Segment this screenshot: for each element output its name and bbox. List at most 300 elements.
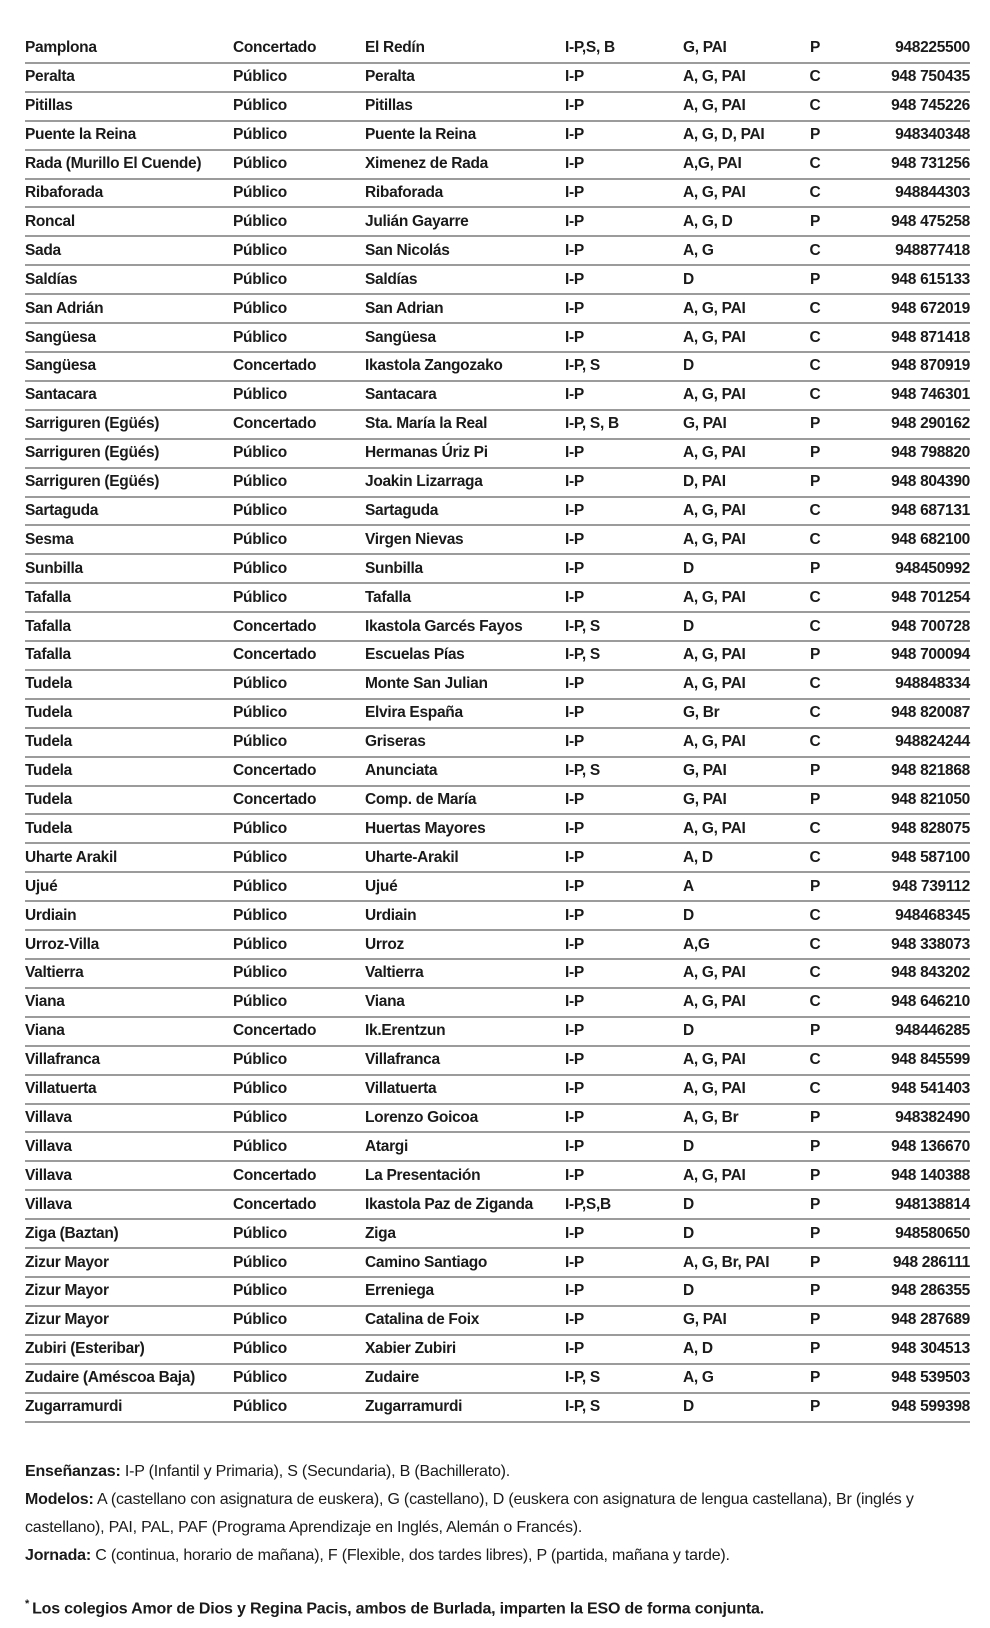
models-cell: A, G, PAI: [683, 386, 746, 404]
town-cell: Urdiain: [25, 906, 77, 924]
town-cell: Roncal: [25, 212, 75, 230]
table-row: [25, 1220, 970, 1249]
models-cell: D: [683, 1224, 694, 1242]
school-type-cell: Público: [233, 1080, 287, 1098]
school-type-cell: Concertado: [233, 39, 317, 57]
phone-cell: 948 871418: [891, 328, 970, 346]
models-cell: A, G, PAI: [683, 1080, 746, 1098]
models-cell: A, G, Br, PAI: [683, 1253, 770, 1271]
jornada-cell: C: [809, 588, 821, 606]
school-type-cell: Público: [233, 386, 287, 404]
school-name-cell: Camino Santiago: [365, 1253, 488, 1271]
school-name-cell: Puente la Reina: [365, 126, 476, 144]
school-name-cell: San Nicolás: [365, 241, 450, 259]
phone-cell: 948138814: [895, 1195, 970, 1213]
models-cell: A, G, PAI: [683, 97, 746, 115]
table-row: [25, 93, 970, 122]
legend-jornada: [25, 1542, 970, 1570]
school-name-cell: Ik.Erentzun: [365, 1022, 446, 1040]
levels-cell: I-P: [565, 1282, 584, 1300]
schools-table: [25, 35, 970, 1423]
levels-cell: I-P: [565, 212, 584, 230]
town-cell: Tafalla: [25, 588, 71, 606]
town-cell: Zizur Mayor: [25, 1311, 109, 1329]
table-row: [25, 555, 970, 584]
school-type-cell: Público: [233, 704, 287, 722]
school-type-cell: Público: [233, 588, 287, 606]
school-type-cell: Concertado: [233, 762, 317, 780]
phone-cell: 948450992: [895, 559, 970, 577]
jornada-cell: P: [809, 444, 821, 462]
phone-cell: 948 287689: [891, 1311, 970, 1329]
school-name-cell: Peralta: [365, 68, 415, 86]
jornada-cell: C: [809, 1051, 821, 1069]
levels-cell: I-P: [565, 1340, 584, 1358]
levels-cell: I-P: [565, 848, 584, 866]
models-cell: G, PAI: [683, 1311, 727, 1329]
models-cell: A, G, PAI: [683, 444, 746, 462]
table-row: [25, 1105, 970, 1134]
school-name-cell: Viana: [365, 993, 405, 1011]
jornada-cell: C: [809, 733, 821, 751]
models-cell: D: [683, 357, 694, 375]
town-cell: Puente la Reina: [25, 126, 136, 144]
phone-cell: 948 700094: [891, 646, 970, 664]
town-cell: Sangüesa: [25, 357, 96, 375]
school-name-cell: Urdiain: [365, 906, 417, 924]
levels-cell: I-P: [565, 1166, 584, 1184]
table-row: [25, 642, 970, 671]
school-name-cell: Elvira España: [365, 704, 463, 722]
town-cell: Tudela: [25, 791, 73, 809]
phone-cell: 948 745226: [891, 97, 970, 115]
table-row: [25, 411, 970, 440]
phone-cell: 948 750435: [891, 68, 970, 86]
school-type-cell: Concertado: [233, 617, 317, 635]
levels-cell: I-P: [565, 328, 584, 346]
table-row: [25, 1018, 970, 1047]
table-row: [25, 266, 970, 295]
levels-cell: I-P: [565, 993, 584, 1011]
jornada-cell: P: [809, 1398, 821, 1416]
legend-modelos: [25, 1486, 970, 1542]
table-row: [25, 700, 970, 729]
footnote-asterisk: *: [25, 1598, 30, 1610]
phone-cell: 948 136670: [891, 1137, 970, 1155]
town-cell: Pamplona: [25, 39, 97, 57]
school-name-cell: Villatuerta: [365, 1080, 437, 1098]
phone-cell: 948 682100: [891, 530, 970, 548]
models-cell: A, G, PAI: [683, 675, 746, 693]
levels-cell: I-P: [565, 473, 584, 491]
table-row: [25, 180, 970, 209]
phone-cell: 948 821050: [891, 791, 970, 809]
school-type-cell: Público: [233, 270, 287, 288]
jornada-cell: P: [809, 126, 821, 144]
jornada-cell: C: [809, 155, 821, 173]
jornada-cell: P: [809, 646, 821, 664]
town-cell: Sartaguda: [25, 501, 99, 519]
school-type-cell: Público: [233, 1051, 287, 1069]
levels-cell: I-P: [565, 877, 584, 895]
models-cell: A: [683, 877, 694, 895]
school-type-cell: Público: [233, 733, 287, 751]
jornada-cell: C: [809, 183, 821, 201]
levels-cell: I-P: [565, 1080, 584, 1098]
jornada-cell: P: [809, 1166, 821, 1184]
phone-cell: 948 304513: [891, 1340, 970, 1358]
school-name-cell: Valtierra: [365, 964, 424, 982]
town-cell: Tafalla: [25, 646, 71, 664]
school-type-cell: Público: [233, 241, 287, 259]
jornada-cell: P: [809, 212, 821, 230]
town-cell: Tudela: [25, 733, 73, 751]
school-name-cell: Monte San Julian: [365, 675, 488, 693]
town-cell: Tafalla: [25, 617, 71, 635]
phone-cell: 948 739112: [891, 877, 970, 895]
table-row: [25, 1278, 970, 1307]
levels-cell: I-P, S: [565, 646, 600, 664]
phone-cell: 948848334: [895, 675, 970, 693]
table-row: [25, 35, 970, 64]
table-row: [25, 498, 970, 527]
levels-cell: I-P: [565, 183, 584, 201]
school-type-cell: Público: [233, 877, 287, 895]
phone-cell: 948 646210: [891, 993, 970, 1011]
school-type-cell: Concertado: [233, 1166, 317, 1184]
levels-cell: I-P: [565, 588, 584, 606]
school-name-cell: Ikastola Paz de Ziganda: [365, 1195, 533, 1213]
school-name-cell: San Adrian: [365, 299, 444, 317]
town-cell: Urroz-Villa: [25, 935, 99, 953]
models-cell: D: [683, 1137, 694, 1155]
models-cell: G, PAI: [683, 415, 727, 433]
town-cell: Zudaire (Améscoa Baja): [25, 1369, 195, 1387]
conjunta-footnote-text: Los colegios Amor de Dios y Regina Pacis, ambos de Burlada, imparten la ESO de forma conjunta.: [32, 1600, 764, 1618]
school-name-cell: Anunciata: [365, 762, 438, 780]
town-cell: Sunbilla: [25, 559, 83, 577]
models-cell: D: [683, 1022, 694, 1040]
town-cell: Rada (Murillo El Cuende): [25, 155, 202, 173]
school-type-cell: Público: [233, 444, 287, 462]
models-cell: A, G, PAI: [683, 299, 746, 317]
phone-cell: 948382490: [895, 1108, 970, 1126]
town-cell: Sesma: [25, 530, 74, 548]
phone-cell: 948 475258: [891, 212, 970, 230]
school-name-cell: Santacara: [365, 386, 437, 404]
models-cell: A, G, PAI: [683, 183, 746, 201]
town-cell: Zizur Mayor: [25, 1253, 109, 1271]
town-cell: Uharte Arakil: [25, 848, 118, 866]
school-name-cell: Zudaire: [365, 1369, 419, 1387]
models-cell: A, G, PAI: [683, 68, 746, 86]
school-name-cell: Sartaguda: [365, 501, 439, 519]
jornada-cell: P: [809, 415, 821, 433]
school-name-cell: Julián Gayarre: [365, 212, 469, 230]
models-cell: D: [683, 1398, 694, 1416]
levels-cell: I-P: [565, 501, 584, 519]
school-type-cell: Público: [233, 1253, 287, 1271]
models-cell: A, G, PAI: [683, 588, 746, 606]
phone-cell: 948 701254: [891, 588, 970, 606]
phone-cell: 948 828075: [891, 819, 970, 837]
levels-cell: I-P: [565, 1253, 584, 1271]
town-cell: Sarriguren (Egüés): [25, 444, 160, 462]
levels-cell: I-P: [565, 126, 584, 144]
table-row: [25, 237, 970, 266]
levels-cell: I-P: [565, 241, 584, 259]
town-cell: Pitillas: [25, 97, 73, 115]
phone-cell: 948 615133: [891, 270, 970, 288]
table-row: [25, 931, 970, 960]
jornada-cell: C: [809, 848, 821, 866]
jornada-cell: C: [809, 68, 821, 86]
legend-ensenanzas-label: Enseñanzas:: [25, 1463, 121, 1480]
school-name-cell: Sta. María la Real: [365, 415, 488, 433]
phone-cell: 948 290162: [891, 415, 970, 433]
phone-cell: 948 731256: [891, 155, 970, 173]
school-type-cell: Concertado: [233, 357, 317, 375]
town-cell: San Adrián: [25, 299, 104, 317]
phone-cell: 948 286355: [891, 1282, 970, 1300]
town-cell: Tudela: [25, 704, 73, 722]
phone-cell: 948 845599: [891, 1051, 970, 1069]
levels-cell: I-P: [565, 906, 584, 924]
levels-cell: I-P: [565, 1108, 584, 1126]
levels-cell: I-P, S, B: [565, 415, 619, 433]
school-type-cell: Público: [233, 1340, 287, 1358]
table-row: [25, 873, 970, 902]
levels-cell: I-P: [565, 791, 584, 809]
levels-cell: I-P, S: [565, 762, 600, 780]
phone-cell: 948 870919: [891, 357, 970, 375]
levels-cell: I-P, S: [565, 1369, 600, 1387]
jornada-cell: C: [809, 501, 821, 519]
school-name-cell: Villafranca: [365, 1051, 440, 1069]
levels-cell: I-P,S, B: [565, 39, 615, 57]
jornada-cell: P: [809, 1253, 821, 1271]
school-type-cell: Público: [233, 935, 287, 953]
phone-cell: 948 541403: [891, 1080, 970, 1098]
town-cell: Sada: [25, 241, 61, 259]
school-type-cell: Público: [233, 183, 287, 201]
school-name-cell: Pitillas: [365, 97, 413, 115]
school-name-cell: Sunbilla: [365, 559, 423, 577]
school-name-cell: Uharte-Arakil: [365, 848, 459, 866]
school-name-cell: Sangüesa: [365, 328, 436, 346]
school-type-cell: Concertado: [233, 646, 317, 664]
table-row: [25, 671, 970, 700]
school-type-cell: Público: [233, 559, 287, 577]
jornada-cell: C: [809, 993, 821, 1011]
table-row: [25, 1365, 970, 1394]
school-type-cell: Público: [233, 993, 287, 1011]
town-cell: Sarriguren (Egüés): [25, 473, 160, 491]
phone-cell: 948 140388: [891, 1166, 970, 1184]
phone-cell: 948 700728: [891, 617, 970, 635]
jornada-cell: P: [809, 877, 821, 895]
phone-cell: 948 843202: [891, 964, 970, 982]
models-cell: A, D: [683, 1340, 713, 1358]
school-type-cell: Público: [233, 501, 287, 519]
phone-cell: 948 804390: [891, 473, 970, 491]
town-cell: Sangüesa: [25, 328, 96, 346]
school-type-cell: Público: [233, 1108, 287, 1126]
phone-cell: 948580650: [895, 1224, 970, 1242]
jornada-cell: P: [809, 270, 821, 288]
jornada-cell: P: [809, 1369, 821, 1387]
school-type-cell: Público: [233, 1398, 287, 1416]
models-cell: D: [683, 1195, 694, 1213]
school-name-cell: Ribaforada: [365, 183, 443, 201]
jornada-cell: C: [809, 617, 821, 635]
school-name-cell: Urroz: [365, 935, 404, 953]
jornada-cell: P: [809, 791, 821, 809]
levels-cell: I-P: [565, 559, 584, 577]
models-cell: A, G, D: [683, 212, 733, 230]
town-cell: Ribaforada: [25, 183, 103, 201]
school-type-cell: Público: [233, 299, 287, 317]
models-cell: D: [683, 559, 694, 577]
table-row: [25, 353, 970, 382]
school-type-cell: Concertado: [233, 415, 317, 433]
table-row: [25, 382, 970, 411]
models-cell: A, G, PAI: [683, 1166, 746, 1184]
phone-cell: 948 798820: [891, 444, 970, 462]
town-cell: Valtierra: [25, 964, 84, 982]
school-type-cell: Público: [233, 530, 287, 548]
legend-modelos-label: Modelos:: [25, 1491, 94, 1508]
models-cell: G, Br: [683, 704, 720, 722]
phone-cell: 948 672019: [891, 299, 970, 317]
jornada-cell: P: [809, 39, 821, 57]
town-cell: Ziga (Baztan): [25, 1224, 119, 1242]
table-row: [25, 815, 970, 844]
table-row: [25, 787, 970, 816]
jornada-cell: C: [809, 906, 821, 924]
town-cell: Villava: [25, 1108, 72, 1126]
school-name-cell: Ujué: [365, 877, 398, 895]
table-row: [25, 729, 970, 758]
models-cell: G, PAI: [683, 39, 727, 57]
levels-cell: I-P: [565, 97, 584, 115]
school-type-cell: Público: [233, 68, 287, 86]
levels-cell: I-P, S: [565, 1398, 600, 1416]
models-cell: A, G, PAI: [683, 501, 746, 519]
levels-cell: I-P: [565, 935, 584, 953]
phone-cell: 948 746301: [891, 386, 970, 404]
table-row: [25, 1133, 970, 1162]
school-name-cell: Joakin Lizarraga: [365, 473, 483, 491]
table-row: [25, 1047, 970, 1076]
school-name-cell: Tafalla: [365, 588, 411, 606]
table-row: [25, 844, 970, 873]
models-cell: A, G, Br: [683, 1108, 739, 1126]
table-row: [25, 208, 970, 237]
town-cell: Peralta: [25, 68, 75, 86]
legend-modelos-text: A (castellano con asignatura de euskera), G (castellano), D (euskera con asignatura de lengua castellana), Br (inglés y castellano), PAI, PAL, PAF (Programa Aprendizaje en Inglés, Alemán o Francés).: [25, 1491, 914, 1536]
jornada-cell: C: [809, 386, 821, 404]
table-row: [25, 989, 970, 1018]
school-type-cell: Público: [233, 126, 287, 144]
table-row: [25, 122, 970, 151]
school-name-cell: Zugarramurdi: [365, 1398, 463, 1416]
jornada-cell: C: [809, 530, 821, 548]
models-cell: D: [683, 617, 694, 635]
phone-cell: 948 286111: [892, 1253, 970, 1271]
school-name-cell: Xabier Zubiri: [365, 1340, 456, 1358]
school-name-cell: Ximenez de Rada: [365, 155, 488, 173]
town-cell: Sarriguren (Egüés): [25, 415, 160, 433]
school-name-cell: El Redín: [365, 39, 425, 57]
levels-cell: I-P: [565, 1137, 584, 1155]
school-type-cell: Concertado: [233, 1195, 317, 1213]
levels-cell: I-P: [565, 704, 584, 722]
school-name-cell: Atargi: [365, 1137, 408, 1155]
models-cell: A,G: [683, 935, 710, 953]
table-row: [25, 1336, 970, 1365]
phone-cell: 948340348: [895, 126, 970, 144]
school-type-cell: Público: [233, 473, 287, 491]
levels-cell: I-P, S: [565, 357, 600, 375]
legend-jornada-text: C (continua, horario de mañana), F (Flexible, dos tardes libres), P (partida, mañana y tarde).: [95, 1547, 730, 1564]
school-name-cell: Griseras: [365, 733, 426, 751]
jornada-cell: P: [809, 762, 821, 780]
table-row: [25, 440, 970, 469]
phone-cell: 948 687131: [891, 501, 970, 519]
school-type-cell: Público: [233, 1369, 287, 1387]
models-cell: A, G, PAI: [683, 993, 746, 1011]
school-type-cell: Público: [233, 212, 287, 230]
phone-cell: 948446285: [895, 1022, 970, 1040]
phone-cell: 948 820087: [891, 704, 970, 722]
school-name-cell: Escuelas Pías: [365, 646, 465, 664]
school-type-cell: Público: [233, 906, 287, 924]
legend-ensenanzas: [25, 1458, 970, 1486]
school-type-cell: Público: [233, 675, 287, 693]
levels-cell: I-P: [565, 270, 584, 288]
levels-cell: I-P: [565, 675, 584, 693]
levels-cell: I-P: [565, 819, 584, 837]
jornada-cell: P: [809, 559, 821, 577]
legend-block: [25, 1458, 970, 1570]
town-cell: Villafranca: [25, 1051, 100, 1069]
jornada-cell: C: [809, 675, 821, 693]
school-name-cell: Comp. de María: [365, 791, 477, 809]
table-row: [25, 1249, 970, 1278]
conjunta-footnote: [25, 1598, 970, 1618]
school-type-cell: Concertado: [233, 791, 317, 809]
table-row: [25, 295, 970, 324]
jornada-cell: C: [809, 357, 821, 375]
table-row: [25, 64, 970, 93]
jornada-cell: C: [809, 97, 821, 115]
levels-cell: I-P: [565, 68, 584, 86]
table-row: [25, 613, 970, 642]
phone-cell: 948824244: [895, 733, 970, 751]
levels-cell: I-P: [565, 733, 584, 751]
jornada-cell: P: [809, 1340, 821, 1358]
models-cell: A, G: [683, 241, 714, 259]
school-type-cell: Público: [233, 328, 287, 346]
jornada-cell: C: [809, 819, 821, 837]
school-type-cell: Público: [233, 1311, 287, 1329]
models-cell: D, PAI: [683, 473, 726, 491]
levels-cell: I-P: [565, 1311, 584, 1329]
town-cell: Viana: [25, 1022, 65, 1040]
models-cell: D: [683, 906, 694, 924]
jornada-cell: P: [809, 1282, 821, 1300]
